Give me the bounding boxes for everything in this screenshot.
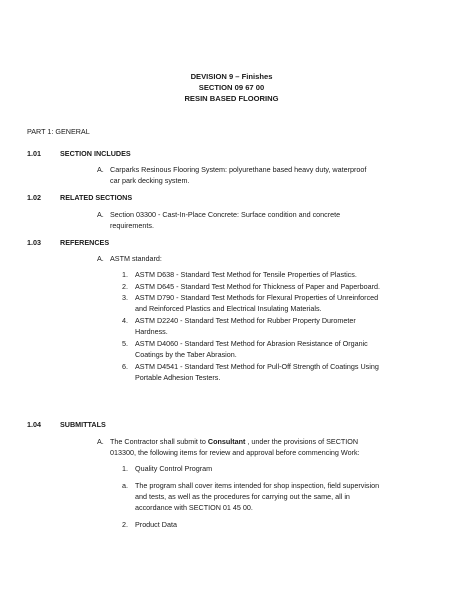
section-1-01-item-a-line2: car park decking system. <box>110 176 190 185</box>
submittal-product-data: Product Data <box>135 520 177 529</box>
reference-list-item-continued: and Reinforced Plastics and Electrical Insulating Materials. <box>135 304 322 313</box>
submittal-sub-line2: and tests, as well as the procedures for carrying out the same, all in <box>135 492 350 501</box>
section-1-02-item-a-line2: requirements. <box>110 221 154 230</box>
reference-list-number: 4. <box>122 316 128 325</box>
section-1-03-number: 1.03 <box>27 238 41 247</box>
section-1-04-title: SUBMITTALS <box>60 420 106 429</box>
section-1-04-item-a-letter: A. <box>97 437 104 446</box>
section-title-heading: RESIN BASED FLOORING <box>184 94 279 103</box>
reference-list-item: ASTM D790 - Standard Test Methods for Flexural Properties of Unreinforced <box>135 293 379 302</box>
section-1-03-title: REFERENCES <box>60 238 110 247</box>
section-1-04-item-a-line2: 013300, the following items for review and approval before commencing Work: <box>110 448 360 457</box>
submittal-quality-control: Quality Control Program <box>135 464 213 473</box>
consultant-term: Consultant <box>207 437 246 446</box>
item-a-text-pre: The Contractor shall submit to <box>110 437 208 446</box>
section-1-01-item-a-letter: A. <box>97 165 104 174</box>
submittal-sub-line1: The program shall cover items intended for shop inspection, field supervision <box>135 481 380 490</box>
reference-list-item: ASTM D638 - Standard Test Method for Tensile Properties of Plastics. <box>135 270 357 279</box>
submittal-sub-letter: a. <box>122 481 128 490</box>
reference-list-item-continued: Portable Adhesion Testers. <box>135 373 221 382</box>
reference-list-item: ASTM D4060 - Standard Test Method for Abrasion Resistance of Organic <box>135 339 368 348</box>
reference-list-number: 6. <box>122 362 128 371</box>
submittal-number: 2. <box>122 520 128 529</box>
section-1-01-item-a-line1: Carparks Resinous Flooring System: polyurethane based heavy duty, waterproof <box>110 165 367 174</box>
reference-list-item: ASTM D2240 - Standard Test Method for Rubber Property Durometer <box>135 316 356 325</box>
section-1-04-number: 1.04 <box>27 420 41 429</box>
section-1-03-item-a-letter: A. <box>97 254 104 263</box>
reference-list-number: 5. <box>122 339 128 348</box>
reference-list-item-continued: Hardness. <box>135 327 168 336</box>
reference-list-item: ASTM D4541 - Standard Test Method for Pull-Off Strength of Coatings Using <box>135 362 379 371</box>
section-1-01-title: SECTION INCLUDES <box>60 149 131 158</box>
part-heading: PART 1: GENERAL <box>27 127 90 136</box>
section-1-02-number: 1.02 <box>27 193 41 202</box>
reference-list-number: 2. <box>122 282 128 291</box>
division-heading: DEVISION 9 – Finishes <box>190 72 273 81</box>
reference-list-item-continued: Coatings by the Taber Abrasion. <box>135 350 237 359</box>
section-1-02-item-a-letter: A. <box>97 210 104 219</box>
section-1-02-title: RELATED SECTIONS <box>60 193 133 202</box>
section-1-04-item-a-line1 <box>110 437 358 447</box>
section-number-heading: SECTION 09 67 00 <box>198 83 265 92</box>
submittal-sub-line3: accordance with SECTION 01 45 00. <box>135 503 253 512</box>
reference-list-item: ASTM D645 - Standard Test Method for Thickness of Paper and Paperboard. <box>135 282 381 291</box>
submittal-number: 1. <box>122 464 128 473</box>
reference-list-number: 1. <box>122 270 128 279</box>
section-1-01-number: 1.01 <box>27 149 41 158</box>
section-1-03-item-a-text: ASTM standard: <box>110 254 162 263</box>
reference-list-number: 3. <box>122 293 128 302</box>
item-a-text-post: , under the provisions of SECTION <box>245 437 359 446</box>
section-1-02-item-a-line1: Section 03300 - Cast-In-Place Concrete: Surface condition and concrete <box>110 210 341 219</box>
